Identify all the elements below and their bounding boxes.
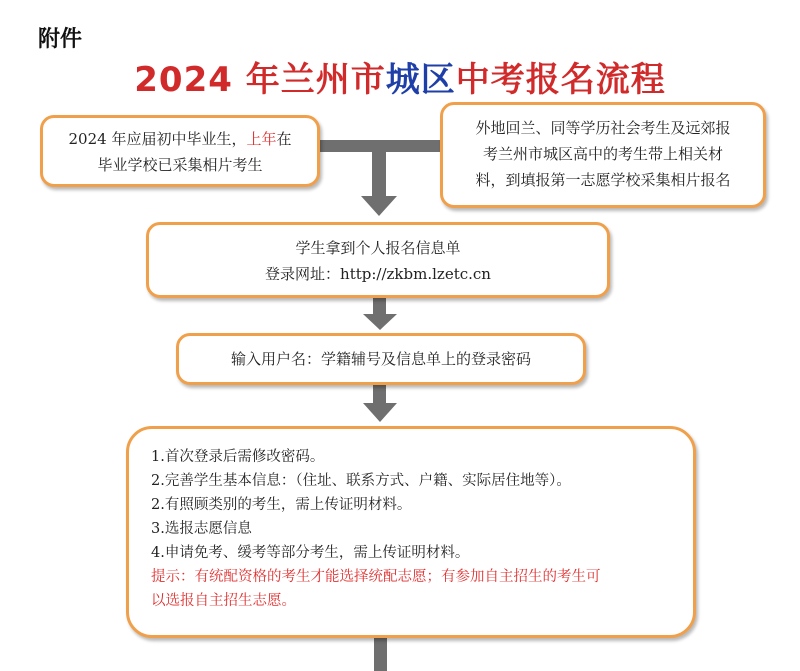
title-part-1: 2024 年兰州市 [134,60,386,100]
local-students-line-2: 毕业学校已采集相片考生 [97,156,263,174]
login-box [176,333,586,385]
task-item: 4.申请免考、缓考等部分考生，需上传证明材料。 [151,545,470,561]
arrow-1-shaft [372,150,386,196]
local-students-box [40,115,320,187]
outside-students-line-1: 外地回兰、同等学历社会考生及远郊报 [475,119,731,137]
task-item: 2.完善学生基本信息：（住址、联系方式、户籍、实际居住地等）。 [151,473,571,489]
outside-students-box [440,102,766,208]
arrow-2-shaft [373,298,386,315]
task-item: 3.选报志愿信息 [151,521,252,537]
get-form-line-1: 学生拿到个人报名信息单 [295,239,461,257]
tasks-box [126,426,696,638]
arrow-1-head [361,196,397,216]
get-form-box [146,222,610,298]
hint-line-2: 以选报自主招生志愿。 [151,593,296,609]
arrow-2-head [363,314,397,330]
attachment-label: 附件 [38,27,83,52]
outside-students-line-3: 料，到填报第一志愿学校采集相片报名 [475,171,731,189]
task-item: 2.有照顾类别的考生，需上传证明材料。 [151,497,412,513]
local-line1-suffix: 在 [276,130,292,148]
local-students-line-1 [43,126,317,152]
arrow-3-shaft [373,385,386,404]
local-line1-prefix: 2024 年应届初中毕业生， [68,130,247,148]
title-part-2: 城区 [385,60,456,100]
local-line1-highlight: 上年 [246,130,277,148]
hint-line-1: 提示：有统配资格的考生才能选择统配志愿；有参加自主招生的考生可 [151,569,601,585]
arrow-4-shaft [374,638,387,671]
login-url: 登录网址：http://zkbm.lzetc.cn [265,265,491,283]
outside-students-line-2: 考兰州市城区高中的考生带上相关材 [482,145,723,163]
arrow-3-head [363,403,397,422]
task-item: 1.首次登录后需修改密码。 [151,449,325,465]
login-instruction: 输入用户名：学籍辅号及信息单上的登录密码 [230,350,531,368]
title-part-3: 中考报名流程 [455,60,666,100]
